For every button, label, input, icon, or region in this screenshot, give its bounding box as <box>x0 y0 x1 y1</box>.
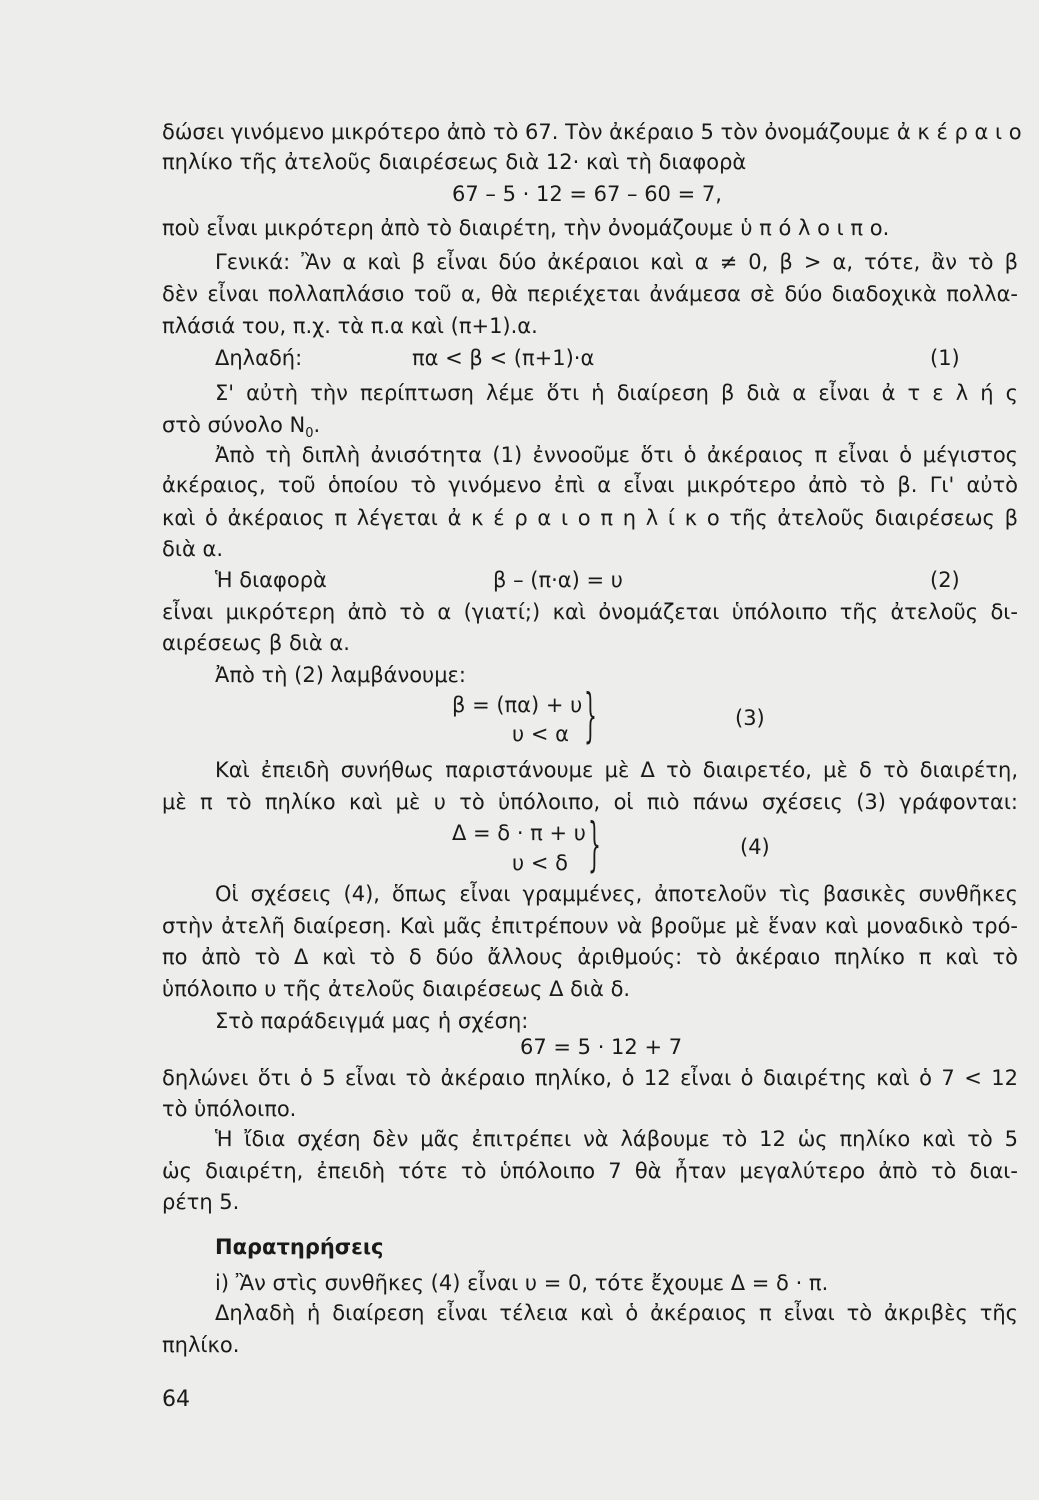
equation-number: (2) <box>930 568 960 592</box>
inequality: πα < β < (π+1)·α <box>412 346 595 370</box>
equation-number: (3) <box>735 706 765 730</box>
text-line: i) Ἂν στὶς συνθῆκες (4) εἶναι υ = 0, τότε ἔχουμε Δ = δ · π. <box>215 1271 829 1295</box>
text-line: Ἡ ἴδια σχέση δὲν μᾶς ἐπιτρέπει νὰ λάβουμε τὸ 12 ὡς πηλίκο καὶ τὸ 5 <box>215 1127 1018 1151</box>
section-heading: Παρατηρήσεις <box>215 1235 384 1259</box>
system-equation: υ < α <box>512 722 569 746</box>
system-equation: υ < δ <box>512 851 568 875</box>
text-line: Ἀπὸ τὴ διπλὴ ἀνισότητα (1) ἐννοοῦμε ὅτι ὁ ἀκέραιος π εἶναι ὁ μέγιστος <box>215 443 1018 467</box>
text-line: δὲν εἶναι πολλαπλάσιο τοῦ α, θὰ περιέχεται ἀνάμεσα σὲ δύο διαδοχικὰ πολλα- <box>162 282 1018 306</box>
equation: 67 – 5 · 12 = 67 – 60 = 7, <box>452 182 722 206</box>
set-subscript: 0 <box>305 426 314 442</box>
text-line: δηλώνει ὅτι ὁ 5 εἶναι τὸ ἀκέραιο πηλίκο, ὁ 12 εἶναι ὁ διαιρέτης καὶ ὁ 7 < 12 <box>162 1066 1018 1090</box>
brace: } <box>584 681 597 749</box>
system-equation: β = (πα) + υ <box>452 693 583 717</box>
text-line: Δηλαδή: <box>215 346 303 370</box>
equation: 67 = 5 · 12 + 7 <box>520 1035 683 1059</box>
text-line: Στὸ παράδειγμά μας ἡ σχέση: <box>215 1009 529 1033</box>
text-line: εἶναι μικρότερη ἀπὸ τὸ α (γιατί;) καὶ ὀνομάζεται ὑπόλοιπο τῆς ἀτελοῦς δι- <box>162 600 1018 624</box>
page-number: 64 <box>162 1387 190 1412</box>
brace: } <box>588 810 601 878</box>
text-line: διὰ α. <box>162 537 223 561</box>
text-line: τὸ ὑπόλοιπο. <box>162 1097 297 1121</box>
equation: β – (π·α) = υ <box>493 568 623 592</box>
text-line: αιρέσεως β διὰ α. <box>162 631 350 655</box>
text-line: Δηλαδὴ ἡ διαίρεση εἶναι τέλεια καὶ ὁ ἀκέραιος π εἶναι τὸ ἀκριβὲς τῆς <box>215 1301 1018 1325</box>
text-line: πηλίκο τῆς ἀτελοῦς διαιρέσεως διὰ 12· καὶ τὴ διαφορὰ <box>162 150 747 174</box>
text-line: πλάσιά του, π.χ. τὰ π.α καὶ (π+1).α. <box>162 314 538 338</box>
system-equation: Δ = δ · π + υ <box>452 821 586 845</box>
text-line: ποὺ εἶναι μικρότερη ἀπὸ τὸ διαιρέτη, τὴν ὀνομάζουμε ὑ π ό λ ο ι π ο. <box>162 216 890 240</box>
text-line: Σ' αὐτὴ τὴν περίπτωση λέμε ὅτι ἡ διαίρεση β διὰ α εἶναι ἀ τ ε λ ή ς <box>215 381 1018 405</box>
text-line: ρέτη 5. <box>162 1190 240 1214</box>
text-line: μὲ π τὸ πηλίκο καὶ μὲ υ τὸ ὑπόλοιπο, οἱ πιὸ πάνω σχέσεις (3) γράφονται: <box>162 790 1018 814</box>
text-line: Οἱ σχέσεις (4), ὅπως εἶναι γραμμένες, ἀποτελοῦν τὶς βασικὲς συνθῆκες <box>215 882 1018 906</box>
text-line: πο ἀπὸ τὸ Δ καὶ τὸ δ δύο ἄλλους ἀριθμούς: τὸ ἀκέραιο πηλίκο π καὶ τὸ <box>162 945 1018 969</box>
text-line: Γενικά: Ἂν α καὶ β εἶναι δύο ἀκέραιοι καὶ α ≠ 0, β > α, τότε, ἂν τὸ β <box>215 250 1018 274</box>
text-line: στὴν ἀτελῆ διαίρεση. Καὶ μᾶς ἐπιτρέπουν νὰ βροῦμε μὲ ἕναν καὶ μοναδικὸ τρό- <box>162 914 1018 938</box>
text-line: ὑπόλοιπο υ τῆς ἀτελοῦς διαιρέσεως Δ διὰ δ. <box>162 977 631 1001</box>
period: . <box>313 413 321 437</box>
text-line: ὡς διαιρέτη, ἐπειδὴ τότε τὸ ὑπόλοιπο 7 θὰ ἦταν μεγαλύτερο ἀπὸ τὸ διαι- <box>162 1159 1018 1183</box>
text-line: ἀκέραιος, τοῦ ὁποίου τὸ γινόμενο ἐπὶ α εἶναι μικρότερο ἀπὸ τὸ β. Γι' αὐτὸ <box>162 473 1018 497</box>
text-line: καὶ ὁ ἀκέραιος π λέγεται ἀ κ έ ρ α ι ο π η λ ί κ ο τῆς ἀτελοῦς διαιρέσεως β <box>162 506 1018 530</box>
equation-number: (1) <box>930 346 960 370</box>
equation-number: (4) <box>740 835 770 859</box>
set-name: στὸ σύνολο N <box>162 413 306 437</box>
text-line: Καὶ ἐπειδὴ συνήθως παριστάνουμε μὲ Δ τὸ διαιρετέο, μὲ δ τὸ διαιρέτη, <box>215 758 1018 782</box>
text-line: Ἡ διαφορὰ <box>215 568 327 592</box>
text-line: δώσει γινόμενο μικρότερο ἀπὸ τὸ 67. Τὸν ἀκέραιο 5 τὸν ὀνομάζουμε ἀ κ έ ρ α ι ο <box>162 120 1022 144</box>
text-line: Ἀπὸ τὴ (2) λαμβάνουμε: <box>215 663 466 687</box>
text-line: πηλίκο. <box>162 1333 240 1357</box>
